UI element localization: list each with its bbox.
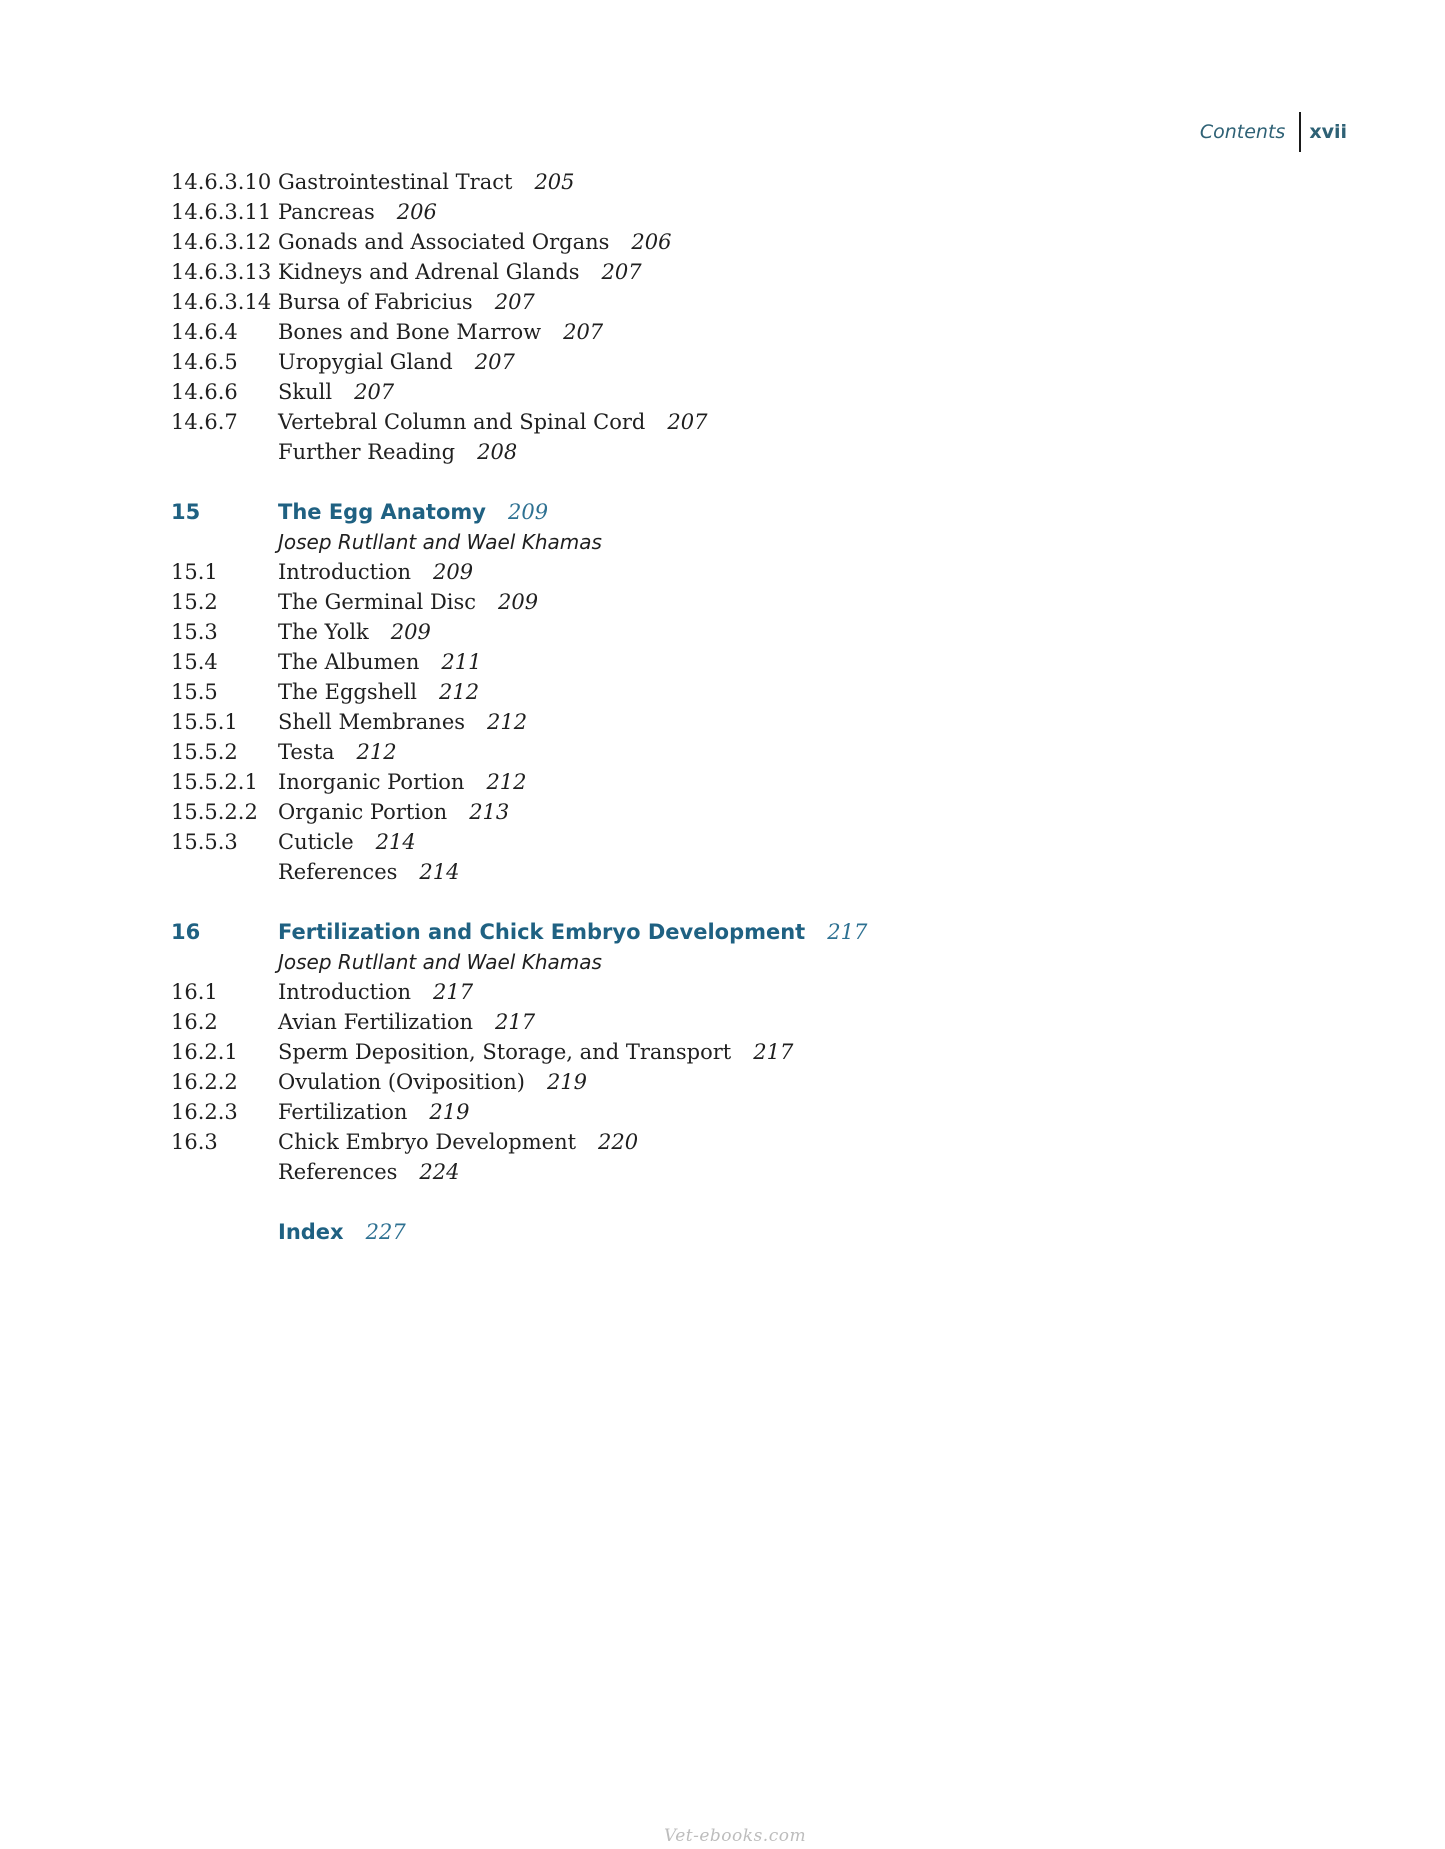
toc-page-number: 212 [356,740,397,764]
toc-title: Sperm Deposition, Storage, and Transport [278,1040,732,1064]
toc-entry[interactable] [171,317,867,347]
toc-page-number: 212 [487,710,528,734]
toc-title: Organic Portion [278,800,448,824]
toc-page-number: 207 [667,410,708,434]
toc-entry[interactable] [171,1007,867,1037]
toc-title: Fertilization and Chick Embryo Development [278,920,806,944]
toc-page-number: 217 [753,1040,794,1064]
watermark: Vet-ebooks.com [664,1826,807,1846]
toc-title: Testa [278,740,335,764]
toc-chapter[interactable] [171,917,867,947]
toc-page-number: 208 [477,440,518,464]
toc-number: 16 [171,920,201,944]
toc-title: Uropygial Gland [278,350,453,374]
toc-entry[interactable] [171,257,867,287]
toc-author-names: Josep Rutllant and Wael Khamas [278,950,602,974]
toc-author [171,527,867,557]
running-head [1200,112,1347,152]
toc-entry[interactable] [171,1067,867,1097]
toc-title: The Albumen [278,650,420,674]
toc-entry[interactable] [171,977,867,1007]
running-head-label: Contents [1199,121,1286,143]
toc-page-number: 227 [365,1220,406,1244]
section-gap [171,1187,867,1217]
toc-page-number: 214 [419,860,460,884]
toc-page-number: 207 [494,290,535,314]
toc-entry[interactable] [171,677,867,707]
toc-page-number: 206 [631,230,672,254]
toc-number: 14.6.3.12 [171,230,272,254]
toc-title: Gonads and Associated Organs [278,230,610,254]
toc-page-number: 214 [375,830,416,854]
toc-page-number: 207 [601,260,642,284]
toc-title: Index [278,1220,344,1244]
toc-title: References [278,860,398,884]
toc-number: 14.6.4 [171,320,238,344]
section-gap [171,467,867,497]
toc-title: Introduction [278,980,411,1004]
toc-author [171,947,867,977]
toc-title: The Germinal Disc [278,590,477,614]
toc-page-number: 205 [534,170,575,194]
toc-page-number: 212 [439,680,480,704]
toc-number: 15.5.2 [171,740,238,764]
toc-title: Shell Membranes [278,710,466,734]
toc-chapter[interactable] [171,1217,867,1247]
toc-title: The Yolk [278,620,369,644]
toc-title: Bones and Bone Marrow [278,320,542,344]
toc-page-number: 219 [429,1100,470,1124]
toc-number: 14.6.6 [171,380,238,404]
toc-entry[interactable] [171,617,867,647]
toc-entry[interactable] [171,287,867,317]
toc-page-number: 207 [474,350,515,374]
toc-page-number: 219 [546,1070,588,1094]
toc-title: The Eggshell [278,680,418,704]
toc-number: 14.6.5 [171,350,238,374]
toc-page-number: 209 [433,560,474,584]
toc-page-number: 209 [390,620,431,644]
toc-entry[interactable] [171,707,867,737]
toc-entry[interactable] [171,797,867,827]
toc-page-number: 207 [563,320,604,344]
toc-title: Further Reading [278,440,456,464]
toc-page-number: 217 [433,980,474,1004]
toc-title: Gastrointestinal Tract [278,170,513,194]
toc-chapter[interactable] [171,497,867,527]
toc-page-number: 209 [507,500,549,524]
toc-entry[interactable] [171,587,867,617]
toc-entry[interactable] [171,227,867,257]
toc-entry[interactable] [171,737,867,767]
toc-entry[interactable] [171,437,867,467]
toc-number: 16.3 [171,1130,218,1154]
toc-entry[interactable] [171,557,867,587]
toc-title: Cuticle [278,830,354,854]
toc-entry[interactable] [171,1157,867,1187]
toc-number: 15.2 [171,590,218,614]
toc-number: 16.2.1 [171,1040,238,1064]
toc-title: Vertebral Column and Spinal Cord [278,410,646,434]
toc-page-number: 224 [419,1160,460,1184]
toc-number: 16.2.3 [171,1100,238,1124]
toc-entry[interactable] [171,857,867,887]
toc-entry[interactable] [171,767,867,797]
toc-title: Pancreas [278,200,375,224]
toc-number: 16.2 [171,1010,218,1034]
toc-page-number: 206 [396,200,437,224]
toc-number: 14.6.7 [171,410,238,434]
toc-page-number: 211 [441,650,482,674]
toc-number: 16.2.2 [171,1070,238,1094]
toc-title: Fertilization [278,1100,408,1124]
toc-page-number: 207 [354,380,395,404]
section-gap [171,887,867,917]
toc-entry[interactable] [171,197,867,227]
toc-title: Avian Fertilization [278,1010,473,1034]
toc-title: Skull [278,380,333,404]
toc-title: Ovulation (Oviposition) [278,1070,525,1094]
toc-entry[interactable] [171,1127,867,1157]
toc-number: 15.1 [171,560,218,584]
toc-number: 15.5.3 [171,830,238,854]
toc-page-number: 217 [495,1010,536,1034]
toc-entry[interactable] [171,167,867,197]
toc-number: 15.5.2.1 [171,770,258,794]
toc-entry[interactable] [171,1097,867,1127]
toc-number: 15.3 [171,620,218,644]
toc-entry[interactable] [171,377,867,407]
toc-number: 15.5.2.2 [171,800,258,824]
toc-number: 14.6.3.10 [171,170,272,194]
toc-entry[interactable] [171,827,867,857]
toc-title: Bursa of Fabricius [278,290,473,314]
toc-title: References [278,1160,398,1184]
toc-page-number: 217 [827,920,868,944]
toc-page-number: 213 [469,800,510,824]
toc-number: 15.4 [171,650,218,674]
toc-page-number: 220 [598,1130,639,1154]
toc-page-number: 209 [498,590,539,614]
toc-entry[interactable] [171,1037,867,1067]
toc-number: 15 [171,500,201,524]
table-of-contents [171,167,867,1247]
toc-title: Chick Embryo Development [278,1130,577,1154]
toc-page-number: 212 [486,770,527,794]
toc-number: 14.6.3.13 [171,260,272,284]
toc-number: 15.5.1 [171,710,238,734]
page-number: xvii [1309,121,1347,143]
toc-author-names: Josep Rutllant and Wael Khamas [278,530,602,554]
toc-number: 15.5 [171,680,218,704]
toc-title: The Egg Anatomy [278,500,486,524]
toc-number: 16.1 [171,980,218,1004]
toc-title: Introduction [278,560,411,584]
toc-title: Inorganic Portion [278,770,465,794]
toc-number: 14.6.3.11 [171,200,272,224]
toc-entry[interactable] [171,407,867,437]
toc-entry[interactable] [171,347,867,377]
toc-number: 14.6.3.14 [171,290,272,314]
toc-entry[interactable] [171,647,867,677]
toc-title: Kidneys and Adrenal Glands [278,260,580,284]
